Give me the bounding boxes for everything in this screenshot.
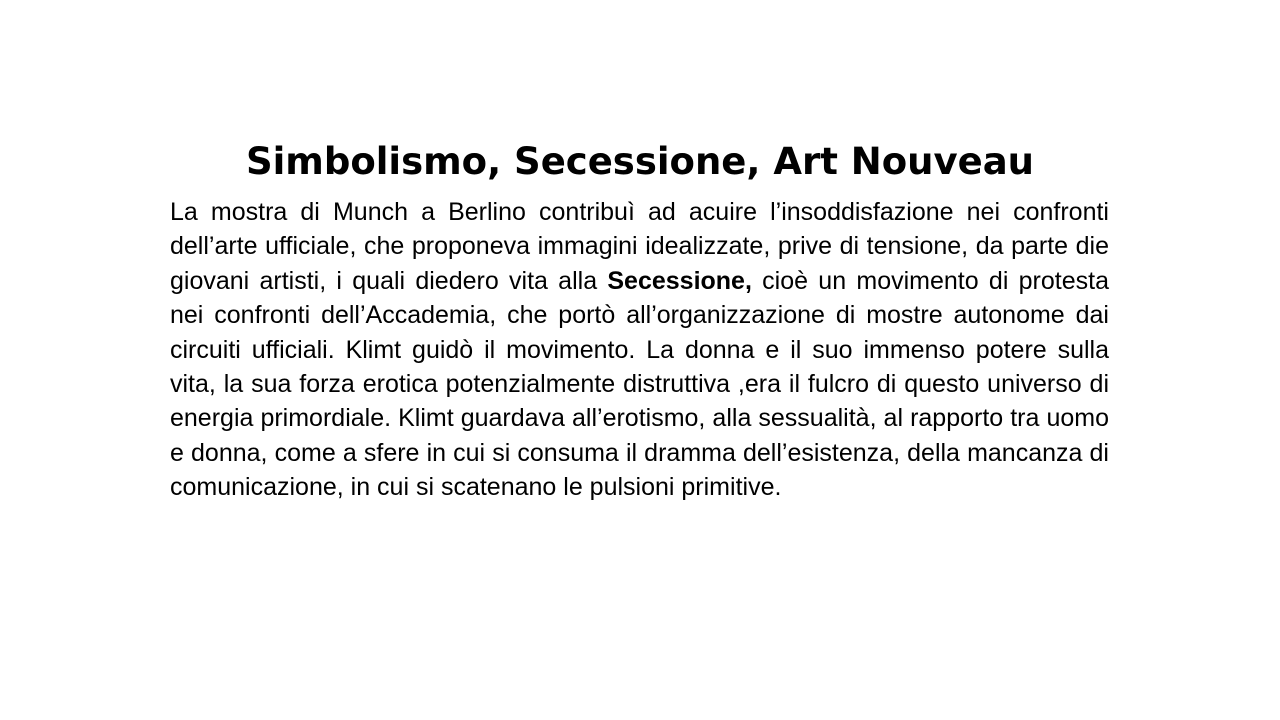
body-paragraph xyxy=(170,195,1109,505)
body-text-bold: Secessione, xyxy=(607,266,752,295)
body-text-start: La mostra di Munch a Berlino contribuì ad acuire l’insoddisfazione nei confronti dell’arte ufficiale, che proponeva immagini idealizzate, prive di tensione, da parte die giovani artisti, i quali diedero vita alla xyxy=(170,198,1109,295)
slide-title: Simbolismo, Secessione, Art Nouveau xyxy=(245,140,1035,183)
body-text-end: cioè un movimento di protesta nei confronti dell’Accademia, che portò all’organizzazione di mostre autonome dai circuiti ufficiali. Klimt guidò il movimento. La donna e il suo immenso potere sulla vita, la sua forza erotica potenzialmente distruttiva ,era il fulcro di questo universo di energia primordiale. Klimt guardava all’erotismo, alla sessualità, al rapporto tra uomo e donna, come a sfere in cui si consuma il dramma dell’esistenza, della mancanza di comunicazione, in cui si scatenano le pulsioni primitive. xyxy=(170,266,1109,502)
